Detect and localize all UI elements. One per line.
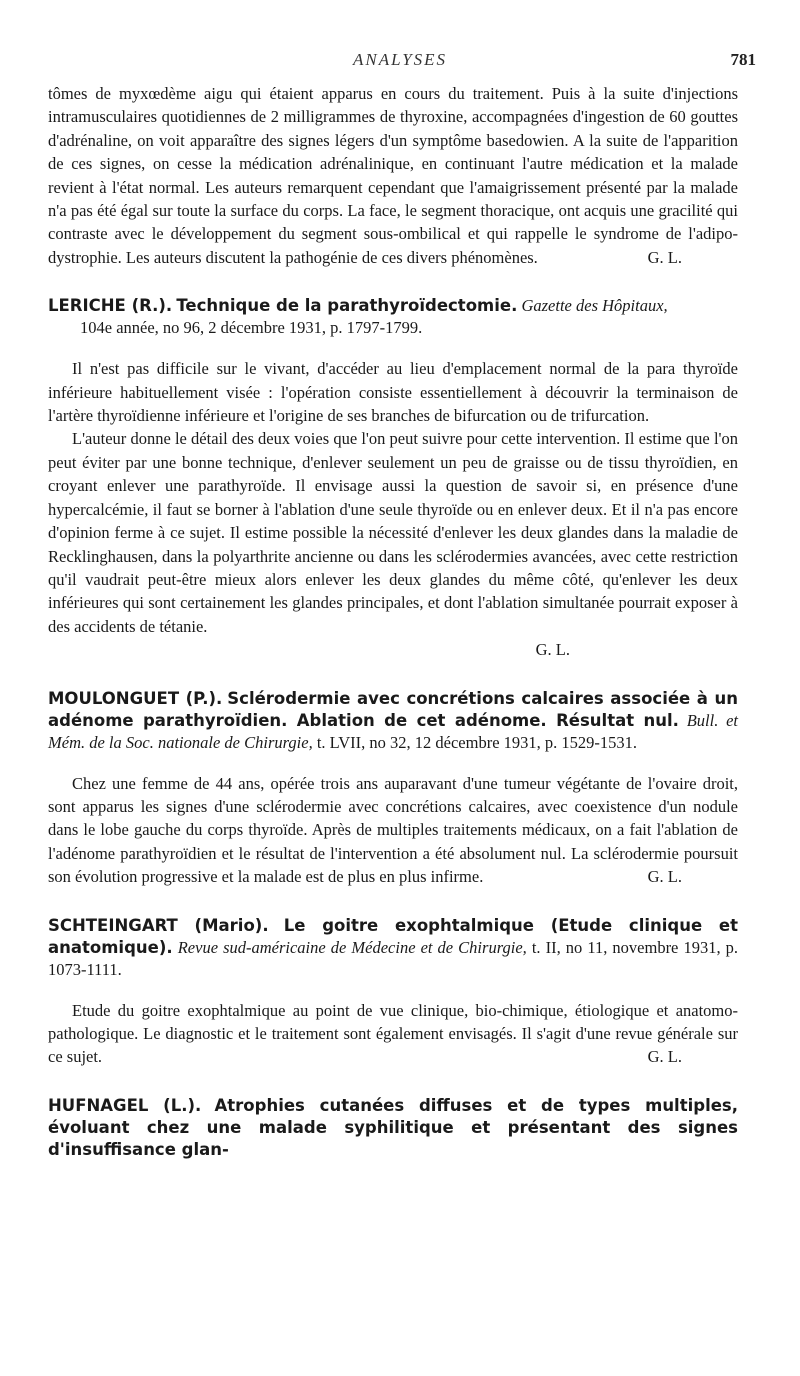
intro-text: tômes de myxœdème aigu qui étaient apparus en cours du traitement. Puis à la suite d'injections intramusculaires quotidiennes de 2 milligrammes de thyroxine, accompagnées d'ingestion de 60 gouttes d'adrénaline, on voit apparaître des signes légers d'un symptôme basedowien. A la suite de l'apparition de ces signes, on cesse la médication adrénalinique, en continuant l'autre médication et la malade revient à l'état normal. Les auteurs remarquent cependant que l'amaigrissement présenté par la malade n'a pas été égal sur toute la surface du corps. La face, le segment thoracique, ont acquis une gracilité qui contraste avec le développement du segment sous-ombilical et qui rappelle le syndrome de l'adipo-dystrophie. Les auteurs discutent la pathogénie de ces divers phénomènes. (48, 84, 738, 267)
entry-paragraph (48, 999, 738, 1069)
page-content (48, 82, 738, 1161)
entry-body (48, 999, 738, 1069)
entry-heading (48, 688, 738, 754)
entry-title: Sclérodermie avec concrétions calcaires associée à un adénome parathyroïdien. Ablation de cet adénome. Résultat nul. (48, 688, 738, 730)
abstract-entry-schteingart (48, 915, 738, 1069)
entry-paragraph (48, 772, 738, 889)
entry-title: Technique de la parathyroïdectomie. (176, 296, 518, 316)
entry-paragraph-text: Etude du goitre exophtalmique au point de vue clinique, bio-chimique, étiologique et anatomo-pathologique. Le diagnostic et le traitement sont également envisagés. Il s'agit d'une revue générale sur ce sujet. (48, 1000, 738, 1067)
entry-source: Bull. et Mém. de la Soc. nationale de Chirurgie, (48, 710, 739, 752)
entry-paragraph-text: Chez une femme de 44 ans, opérée trois ans auparavant d'une tumeur végétante de l'ovaire droit, sont apparus les signes d'une sclérodermie avec concrétions calcaires, avec coexistence d'un nodule dans le lobe gauche du corps thyroïde. Après de multiples traitements médicaux, on a fait l'ablation de l'adénome parathyroïdien et le résultat de l'intervention a été absolument nul. La sclérodermie poursuit son évolution progressive et la malade est de plus en plus infirme. (48, 773, 738, 887)
entry-source-details: t. LVII, no 32, 12 décembre 1931, p. 1529-1531. (316, 732, 638, 752)
entry-body (48, 357, 738, 661)
entry-author: SCHTEINGART (Mario). (48, 915, 269, 935)
intro-signature: G. L. (647, 247, 682, 267)
entry-source-details: 104e année, no 96, 2 décembre 1931, p. 1797-1799. (80, 318, 423, 338)
entry-author: LERICHE (R.). (48, 296, 173, 316)
entry-author: MOULONGUET (P.). (48, 688, 223, 708)
entry-source-details: t. II, no 11, novembre 1931, p. 1073-1111. (48, 937, 738, 979)
entry-body (48, 772, 738, 889)
running-head (0, 50, 800, 72)
entry-signature: G. L. (647, 1047, 682, 1067)
entry-signature: G. L. (647, 867, 682, 887)
entry-author: HUFNAGEL (L.). (48, 1095, 202, 1115)
entry-paragraph: L'auteur donne le détail des deux voies que l'on peut suivre pour cette intervention. Il estime que l'on peut éviter par une bonne technique, d'enlever seulement un peu de graisse ou de tissu thyroïdien, en croyant enlever une parathyroïde. Il envisage aussi la question de savoir si, en présence d'une hypercalcémie, il faut se borner à l'ablation d'une seule thyroïde ou en enlever deux. Et il n'a pas encore d'opinion ferme à ce sujet. Il estime possible la nécessité d'enlever les deux glandes dans la maladie de Recklinghausen, dans la polyarthrite ancienne ou dans les sclérodermies avancées, avec cette restriction qu'il vaudrait peut-être mieux alors enlever les deux glandes du même côté, qu'enlever les deux inférieures qui sont certainement les glandes principales, et dont l'ablation simultanée pourrait exposer à des accidents de tétanie. (48, 429, 738, 636)
entry-title: Atrophies cutanées diffuses et de types multiples, évoluant chez une malade syphilitique et présentant des signes d'insuffisance glan- (48, 1095, 739, 1159)
intro-paragraph (48, 82, 738, 269)
running-head-title: ANALYSES (352, 50, 448, 69)
abstract-entry-hufnagel (48, 1095, 738, 1161)
entry-signature: G. L. (535, 640, 570, 660)
entry-heading (48, 915, 738, 981)
entry-heading (48, 1095, 738, 1161)
abstract-entry-leriche (48, 295, 738, 661)
entry-heading (48, 295, 738, 339)
entry-paragraph: Il n'est pas difficile sur le vivant, d'accéder au lieu d'emplacement normal de la para thyroïde inférieure habituellement visée : l'opération consiste essentiellement à découvrir la terminaison de l'artère thyroïdienne inférieure et l'origine de ses branches de bifurcation ou de trifurcation. (48, 359, 738, 426)
abstract-entry-moulonguet (48, 688, 738, 889)
page-number: 781 (730, 50, 756, 69)
entry-title: Le goitre exophtalmique (Etude clinique et anatomique). (48, 915, 739, 957)
entry-source: Revue sud-américaine de Médecine et de Chirurgie, (177, 937, 527, 957)
entry-source: Gazette des Hôpitaux, (521, 296, 668, 316)
